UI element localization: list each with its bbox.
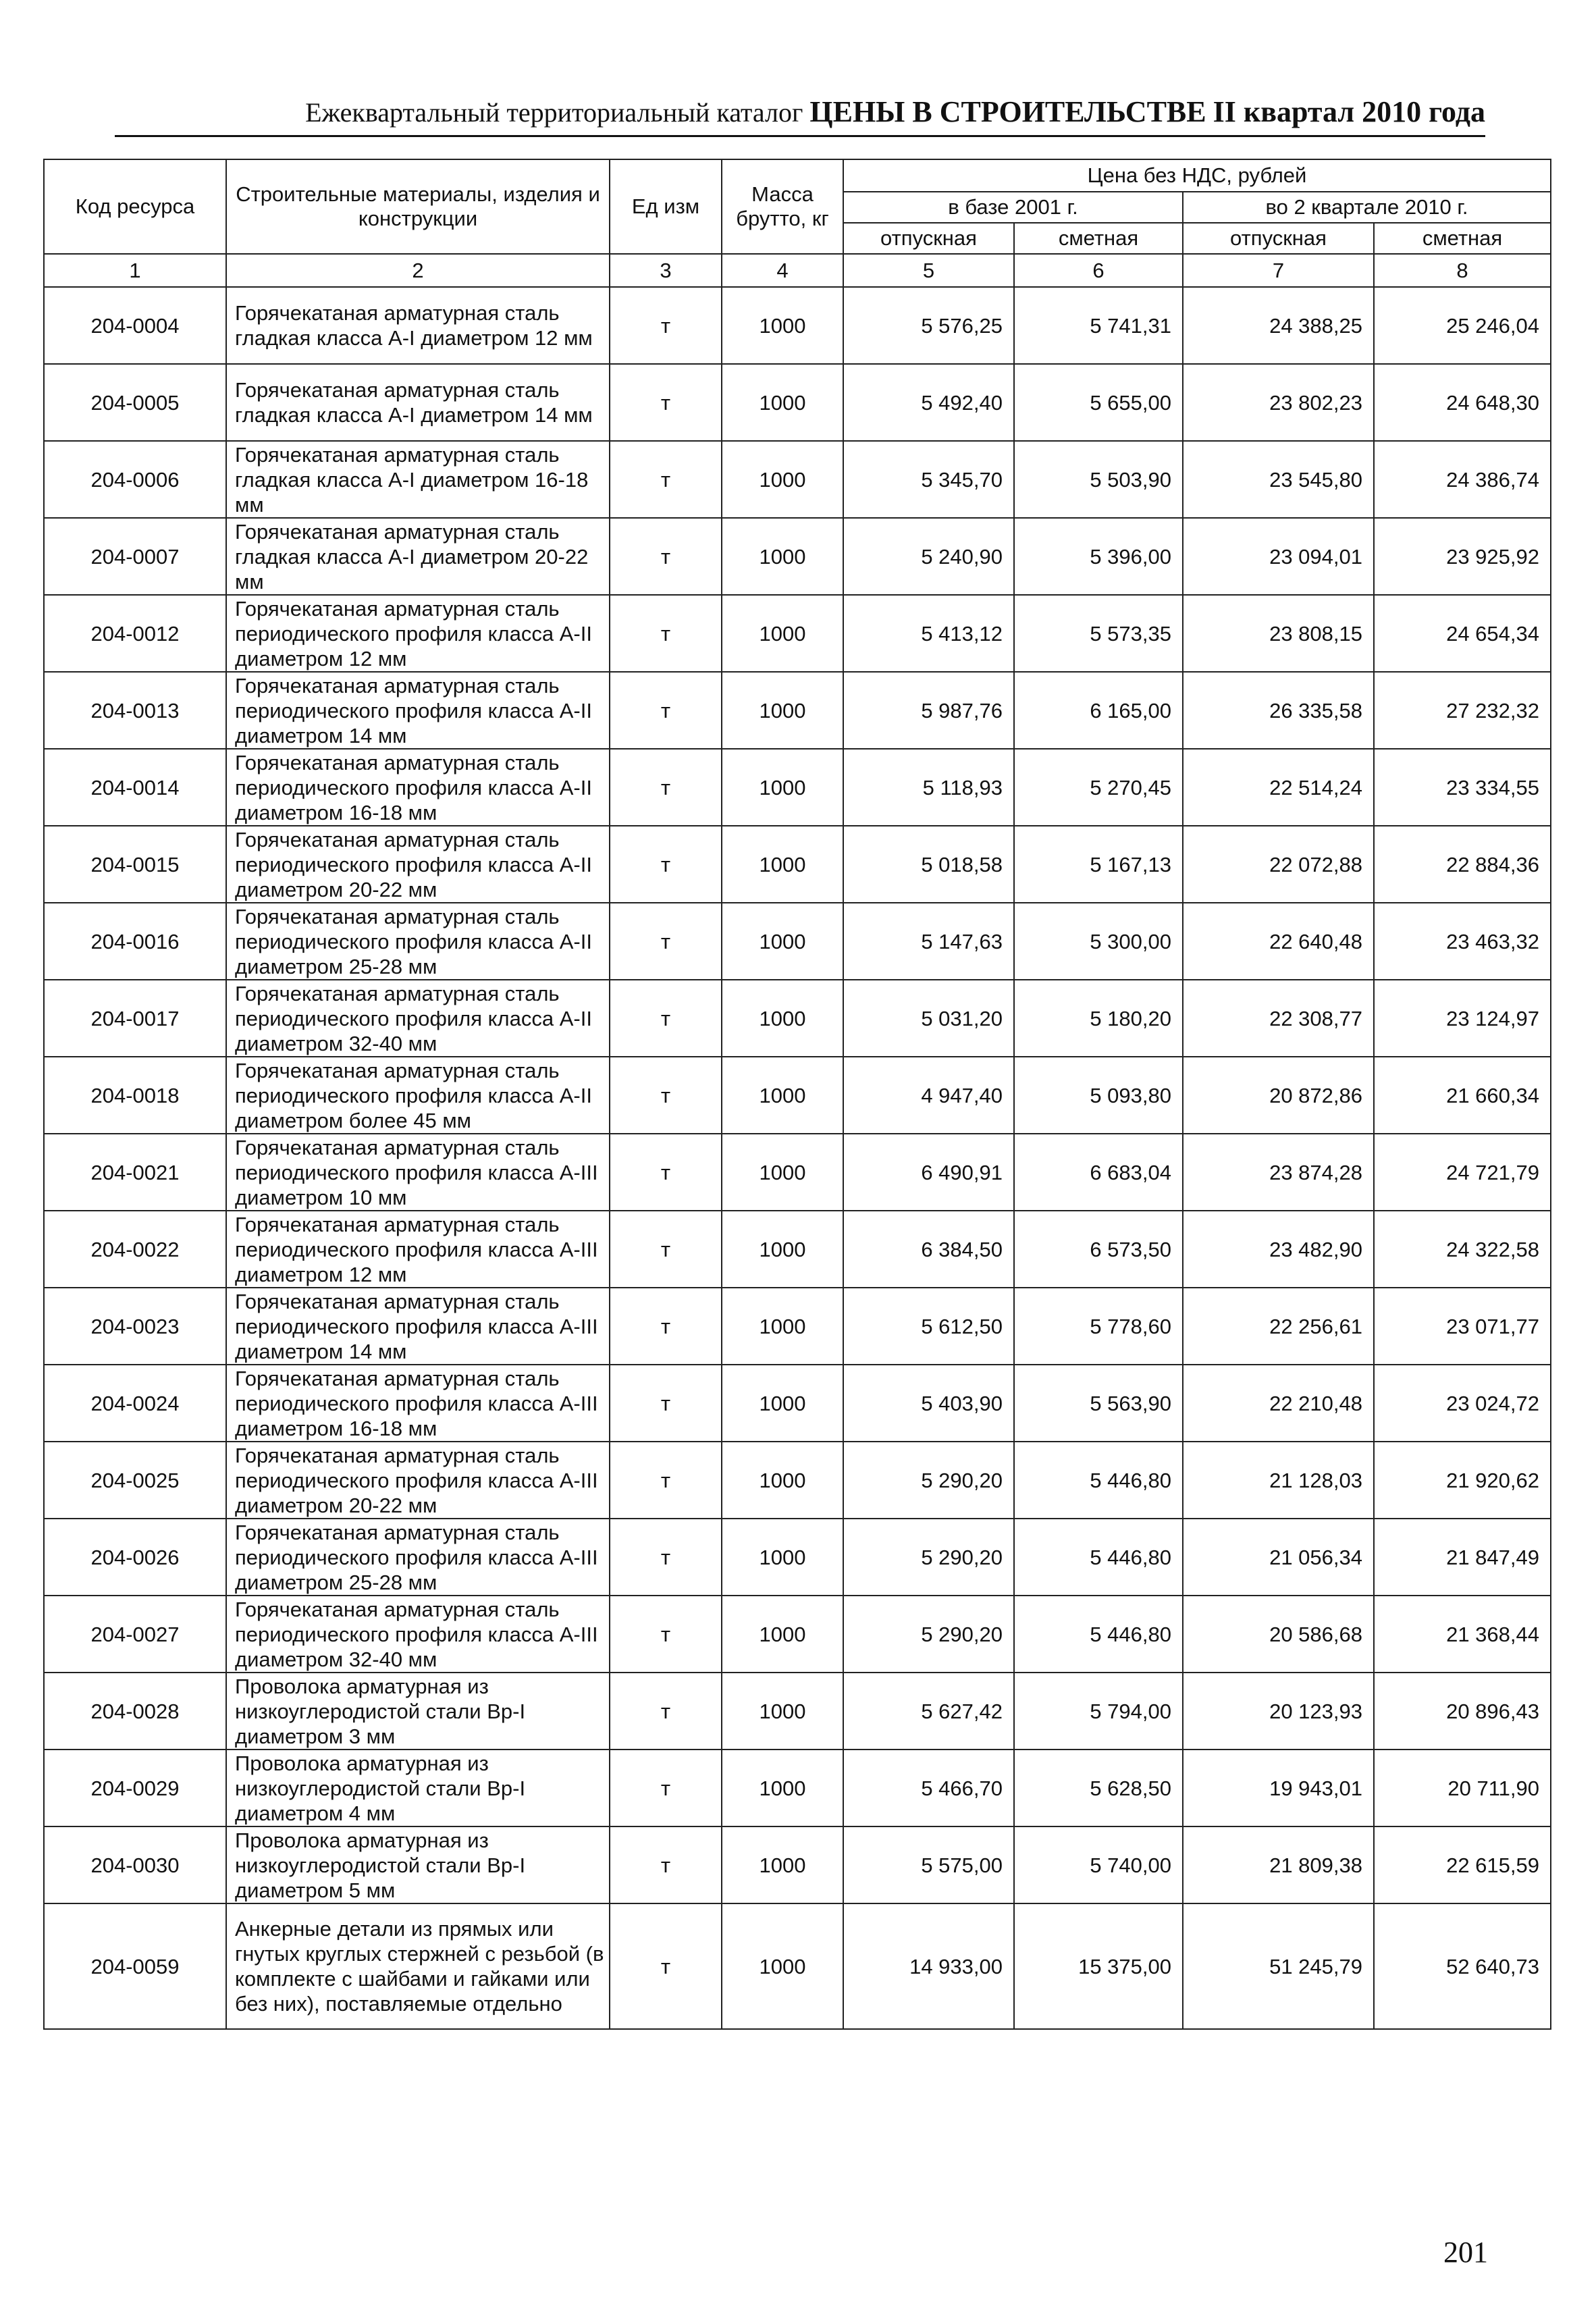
column-number: 2: [226, 254, 610, 287]
price-release-2010: 23 874,28: [1183, 1134, 1374, 1211]
price-release-2010: 22 514,24: [1183, 749, 1374, 826]
price-release-2010: 22 256,61: [1183, 1288, 1374, 1365]
material-name: Горячекатаная арматурная сталь периодического профиля класса А-III диаметром 32-40 мм: [226, 1596, 610, 1673]
price-estimate-2001: 5 655,00: [1014, 364, 1183, 441]
price-release-2010: 23 808,15: [1183, 595, 1374, 672]
unit-cell: т: [610, 1673, 722, 1750]
price-release-2010: 23 802,23: [1183, 364, 1374, 441]
price-estimate-2010: 20 711,90: [1374, 1750, 1551, 1826]
mass-cell: 1000: [722, 1903, 843, 2029]
unit-cell: т: [610, 980, 722, 1057]
price-estimate-2010: 23 463,32: [1374, 903, 1551, 980]
price-estimate-2010: 23 124,97: [1374, 980, 1551, 1057]
catalog-header-title: ЦЕНЫ В СТРОИТЕЛЬСТВЕ: [809, 95, 1206, 128]
price-release-2010: 21 056,34: [1183, 1519, 1374, 1596]
header-unit: Ед изм: [610, 159, 722, 254]
price-release-2001: 5 290,20: [843, 1596, 1014, 1673]
unit-cell: т: [610, 518, 722, 595]
resource-code: 204-0023: [44, 1288, 226, 1365]
material-name: Горячекатаная арматурная сталь периодического профиля класса А-II диаметром 20-22 мм: [226, 826, 610, 903]
mass-cell: 1000: [722, 826, 843, 903]
price-release-2001: 5 403,90: [843, 1365, 1014, 1442]
material-name: Горячекатаная арматурная сталь периодического профиля класса А-II диаметром 14 мм: [226, 672, 610, 749]
price-estimate-2001: 5 300,00: [1014, 903, 1183, 980]
table-row: [44, 1826, 1551, 1903]
material-name: Анкерные детали из прямых или гнутых круглых стержней с резьбой (в комплекте с шайбами и гайками или без них), поставляемые отдельно: [226, 1903, 610, 2029]
price-estimate-2001: 6 683,04: [1014, 1134, 1183, 1211]
table-row: [44, 826, 1551, 903]
catalog-header: [115, 95, 1485, 129]
table-row: [44, 980, 1551, 1057]
price-release-2010: 20 123,93: [1183, 1673, 1374, 1750]
unit-cell: т: [610, 441, 722, 518]
price-estimate-2010: 23 024,72: [1374, 1365, 1551, 1442]
price-estimate-2001: 5 180,20: [1014, 980, 1183, 1057]
price-estimate-2001: 5 446,80: [1014, 1596, 1183, 1673]
price-estimate-2001: 5 503,90: [1014, 441, 1183, 518]
table-row: [44, 1365, 1551, 1442]
unit-cell: т: [610, 1826, 722, 1903]
price-release-2001: 5 345,70: [843, 441, 1014, 518]
column-number: 4: [722, 254, 843, 287]
price-estimate-2010: 22 884,36: [1374, 826, 1551, 903]
price-release-2001: 5 018,58: [843, 826, 1014, 903]
price-estimate-2010: 23 925,92: [1374, 518, 1551, 595]
resource-code: 204-0024: [44, 1365, 226, 1442]
catalog-header-period: II квартал 2010 года: [1213, 95, 1485, 128]
price-estimate-2001: 5 093,80: [1014, 1057, 1183, 1134]
mass-cell: 1000: [722, 1288, 843, 1365]
price-estimate-2001: 6 573,50: [1014, 1211, 1183, 1288]
price-estimate-2010: 24 648,30: [1374, 364, 1551, 441]
price-release-2001: 5 627,42: [843, 1673, 1014, 1750]
header-mass: Масса брутто, кг: [722, 159, 843, 254]
material-name: Проволока арматурная из низкоуглеродистой стали Вр-I диаметром 5 мм: [226, 1826, 610, 1903]
price-estimate-2010: 22 615,59: [1374, 1826, 1551, 1903]
resource-code: 204-0027: [44, 1596, 226, 1673]
price-estimate-2010: 27 232,32: [1374, 672, 1551, 749]
resource-code: 204-0007: [44, 518, 226, 595]
price-estimate-2001: 6 165,00: [1014, 672, 1183, 749]
price-release-2001: 5 031,20: [843, 980, 1014, 1057]
price-release-2001: 5 492,40: [843, 364, 1014, 441]
table-row: [44, 1596, 1551, 1673]
mass-cell: 1000: [722, 1519, 843, 1596]
price-estimate-2001: 15 375,00: [1014, 1903, 1183, 2029]
price-estimate-2010: 24 386,74: [1374, 441, 1551, 518]
price-release-2001: 5 147,63: [843, 903, 1014, 980]
resource-code: 204-0004: [44, 287, 226, 364]
price-estimate-2001: 5 794,00: [1014, 1673, 1183, 1750]
material-name: Горячекатаная арматурная сталь гладкая класса А-I диаметром 12 мм: [226, 287, 610, 364]
table-row: [44, 441, 1551, 518]
price-estimate-2001: 5 573,35: [1014, 595, 1183, 672]
mass-cell: 1000: [722, 1826, 843, 1903]
page-number: 201: [1443, 2236, 1488, 2269]
unit-cell: т: [610, 1365, 722, 1442]
price-estimate-2010: 23 334,55: [1374, 749, 1551, 826]
price-estimate-2010: 25 246,04: [1374, 287, 1551, 364]
price-release-2001: 14 933,00: [843, 1903, 1014, 2029]
mass-cell: 1000: [722, 672, 843, 749]
price-release-2010: 19 943,01: [1183, 1750, 1374, 1826]
price-estimate-2010: 21 920,62: [1374, 1442, 1551, 1519]
material-name: Горячекатаная арматурная сталь периодического профиля класса А-II диаметром 32-40 мм: [226, 980, 610, 1057]
price-release-2001: 5 413,12: [843, 595, 1014, 672]
table-row: [44, 903, 1551, 980]
resource-code: 204-0030: [44, 1826, 226, 1903]
mass-cell: 1000: [722, 903, 843, 980]
unit-cell: т: [610, 749, 722, 826]
resource-code: 204-0029: [44, 1750, 226, 1826]
price-estimate-2001: 5 270,45: [1014, 749, 1183, 826]
mass-cell: 1000: [722, 441, 843, 518]
price-release-2010: 23 482,90: [1183, 1211, 1374, 1288]
unit-cell: т: [610, 826, 722, 903]
price-release-2010: 22 072,88: [1183, 826, 1374, 903]
price-release-2010: 21 128,03: [1183, 1442, 1374, 1519]
price-estimate-2010: 52 640,73: [1374, 1903, 1551, 2029]
table-row: [44, 1288, 1551, 1365]
table-row: [44, 749, 1551, 826]
header-estimate-q2: сметная: [1374, 223, 1551, 254]
header-name: Строительные материалы, изделия и конструкции: [226, 159, 610, 254]
price-release-2010: 23 545,80: [1183, 441, 1374, 518]
price-release-2001: 5 240,90: [843, 518, 1014, 595]
table-row: [44, 1057, 1551, 1134]
price-estimate-2010: 21 368,44: [1374, 1596, 1551, 1673]
resource-code: 204-0022: [44, 1211, 226, 1288]
price-release-2001: 5 118,93: [843, 749, 1014, 826]
price-release-2010: 51 245,79: [1183, 1903, 1374, 2029]
material-name: Проволока арматурная из низкоуглеродистой стали Вр-I диаметром 3 мм: [226, 1673, 610, 1750]
unit-cell: т: [610, 1903, 722, 2029]
price-estimate-2010: 24 322,58: [1374, 1211, 1551, 1288]
material-name: Горячекатаная арматурная сталь периодического профиля класса А-II диаметром 25-28 мм: [226, 903, 610, 980]
header-price-group: Цена без НДС, рублей: [843, 159, 1551, 192]
material-name: Горячекатаная арматурная сталь периодического профиля класса А-III диаметром 10 мм: [226, 1134, 610, 1211]
header-rule: [115, 135, 1485, 137]
price-release-2010: 20 872,86: [1183, 1057, 1374, 1134]
mass-cell: 1000: [722, 518, 843, 595]
price-release-2010: 22 640,48: [1183, 903, 1374, 980]
resource-code: 204-0021: [44, 1134, 226, 1211]
table-row: [44, 364, 1551, 441]
price-release-2001: 5 290,20: [843, 1519, 1014, 1596]
header-code: Код ресурса: [44, 159, 226, 254]
price-estimate-2001: 5 740,00: [1014, 1826, 1183, 1903]
material-name: Горячекатаная арматурная сталь гладкая класса А-I диаметром 14 мм: [226, 364, 610, 441]
catalog-header-prefix: Ежеквартальный территориальный каталог: [305, 97, 803, 128]
mass-cell: 1000: [722, 1442, 843, 1519]
mass-cell: 1000: [722, 1057, 843, 1134]
price-release-2010: 24 388,25: [1183, 287, 1374, 364]
material-name: Горячекатаная арматурная сталь гладкая класса А-I диаметром 16-18 мм: [226, 441, 610, 518]
resource-code: 204-0025: [44, 1442, 226, 1519]
header-q2-2010: во 2 квартале 2010 г.: [1183, 192, 1551, 223]
price-release-2001: 4 947,40: [843, 1057, 1014, 1134]
unit-cell: т: [610, 1596, 722, 1673]
material-name: Горячекатаная арматурная сталь периодического профиля класса А-III диаметром 25-28 мм: [226, 1519, 610, 1596]
resource-code: 204-0013: [44, 672, 226, 749]
mass-cell: 1000: [722, 287, 843, 364]
price-estimate-2001: 5 628,50: [1014, 1750, 1183, 1826]
resource-code: 204-0017: [44, 980, 226, 1057]
price-estimate-2010: 23 071,77: [1374, 1288, 1551, 1365]
unit-cell: т: [610, 595, 722, 672]
header-base-2001: в базе 2001 г.: [843, 192, 1183, 223]
material-name: Горячекатаная арматурная сталь гладкая класса А-I диаметром 20-22 мм: [226, 518, 610, 595]
mass-cell: 1000: [722, 364, 843, 441]
header-release-base: отпускная: [843, 223, 1014, 254]
material-name: Горячекатаная арматурная сталь периодического профиля класса А-III диаметром 20-22 мм: [226, 1442, 610, 1519]
material-name: Горячекатаная арматурная сталь периодического профиля класса А-II диаметром 16-18 мм: [226, 749, 610, 826]
mass-cell: 1000: [722, 1134, 843, 1211]
column-number: 3: [610, 254, 722, 287]
price-release-2001: 5 987,76: [843, 672, 1014, 749]
table-row: [44, 1211, 1551, 1288]
price-estimate-2010: 21 847,49: [1374, 1519, 1551, 1596]
resource-code: 204-0016: [44, 903, 226, 980]
price-table: [43, 159, 1551, 2030]
price-release-2001: 6 490,91: [843, 1134, 1014, 1211]
price-estimate-2010: 24 654,34: [1374, 595, 1551, 672]
price-estimate-2010: 21 660,34: [1374, 1057, 1551, 1134]
table-row: [44, 1750, 1551, 1826]
unit-cell: т: [610, 672, 722, 749]
price-estimate-2001: 5 446,80: [1014, 1442, 1183, 1519]
unit-cell: т: [610, 1750, 722, 1826]
column-number: 7: [1183, 254, 1374, 287]
material-name: Горячекатаная арматурная сталь периодического профиля класса А-II диаметром более 45 мм: [226, 1057, 610, 1134]
mass-cell: 1000: [722, 1673, 843, 1750]
unit-cell: т: [610, 1442, 722, 1519]
mass-cell: 1000: [722, 1365, 843, 1442]
table-row: [44, 1903, 1551, 2029]
table-row: [44, 1442, 1551, 1519]
unit-cell: т: [610, 1057, 722, 1134]
price-release-2010: 22 210,48: [1183, 1365, 1374, 1442]
mass-cell: 1000: [722, 1596, 843, 1673]
price-release-2010: 22 308,77: [1183, 980, 1374, 1057]
price-release-2001: 5 575,00: [843, 1826, 1014, 1903]
price-estimate-2010: 24 721,79: [1374, 1134, 1551, 1211]
price-estimate-2010: 20 896,43: [1374, 1673, 1551, 1750]
resource-code: 204-0012: [44, 595, 226, 672]
table-row: [44, 1519, 1551, 1596]
mass-cell: 1000: [722, 595, 843, 672]
price-estimate-2001: 5 778,60: [1014, 1288, 1183, 1365]
mass-cell: 1000: [722, 980, 843, 1057]
resource-code: 204-0018: [44, 1057, 226, 1134]
unit-cell: т: [610, 1288, 722, 1365]
material-name: Проволока арматурная из низкоуглеродистой стали Вр-I диаметром 4 мм: [226, 1750, 610, 1826]
price-release-2001: 5 576,25: [843, 287, 1014, 364]
header-estimate-base: сметная: [1014, 223, 1183, 254]
column-number: 8: [1374, 254, 1551, 287]
resource-code: 204-0059: [44, 1903, 226, 2029]
resource-code: 204-0015: [44, 826, 226, 903]
table-row: [44, 287, 1551, 364]
price-release-2001: 5 612,50: [843, 1288, 1014, 1365]
unit-cell: т: [610, 287, 722, 364]
price-release-2001: 5 466,70: [843, 1750, 1014, 1826]
column-number: 6: [1014, 254, 1183, 287]
mass-cell: 1000: [722, 1750, 843, 1826]
price-release-2010: 21 809,38: [1183, 1826, 1374, 1903]
material-name: Горячекатаная арматурная сталь периодического профиля класса А-II диаметром 12 мм: [226, 595, 610, 672]
header-release-q2: отпускная: [1183, 223, 1374, 254]
mass-cell: 1000: [722, 749, 843, 826]
table-row: [44, 1134, 1551, 1211]
resource-code: 204-0006: [44, 441, 226, 518]
table-row: [44, 672, 1551, 749]
mass-cell: 1000: [722, 1211, 843, 1288]
unit-cell: т: [610, 1519, 722, 1596]
resource-code: 204-0014: [44, 749, 226, 826]
resource-code: 204-0026: [44, 1519, 226, 1596]
price-estimate-2001: 5 741,31: [1014, 287, 1183, 364]
unit-cell: т: [610, 903, 722, 980]
price-estimate-2001: 5 446,80: [1014, 1519, 1183, 1596]
price-release-2001: 5 290,20: [843, 1442, 1014, 1519]
price-release-2010: 23 094,01: [1183, 518, 1374, 595]
unit-cell: т: [610, 1211, 722, 1288]
resource-code: 204-0028: [44, 1673, 226, 1750]
price-estimate-2001: 5 563,90: [1014, 1365, 1183, 1442]
table-body: [44, 287, 1551, 2029]
unit-cell: т: [610, 364, 722, 441]
price-estimate-2001: 5 396,00: [1014, 518, 1183, 595]
table-row: [44, 595, 1551, 672]
unit-cell: т: [610, 1134, 722, 1211]
material-name: Горячекатаная арматурная сталь периодического профиля класса А-III диаметром 14 мм: [226, 1288, 610, 1365]
price-release-2001: 6 384,50: [843, 1211, 1014, 1288]
table-row: [44, 518, 1551, 595]
price-release-2010: 20 586,68: [1183, 1596, 1374, 1673]
table-row: [44, 1673, 1551, 1750]
material-name: Горячекатаная арматурная сталь периодического профиля класса А-III диаметром 16-18 мм: [226, 1365, 610, 1442]
price-release-2010: 26 335,58: [1183, 672, 1374, 749]
resource-code: 204-0005: [44, 364, 226, 441]
material-name: Горячекатаная арматурная сталь периодического профиля класса А-III диаметром 12 мм: [226, 1211, 610, 1288]
column-number: 5: [843, 254, 1014, 287]
price-estimate-2001: 5 167,13: [1014, 826, 1183, 903]
column-number: 1: [44, 254, 226, 287]
